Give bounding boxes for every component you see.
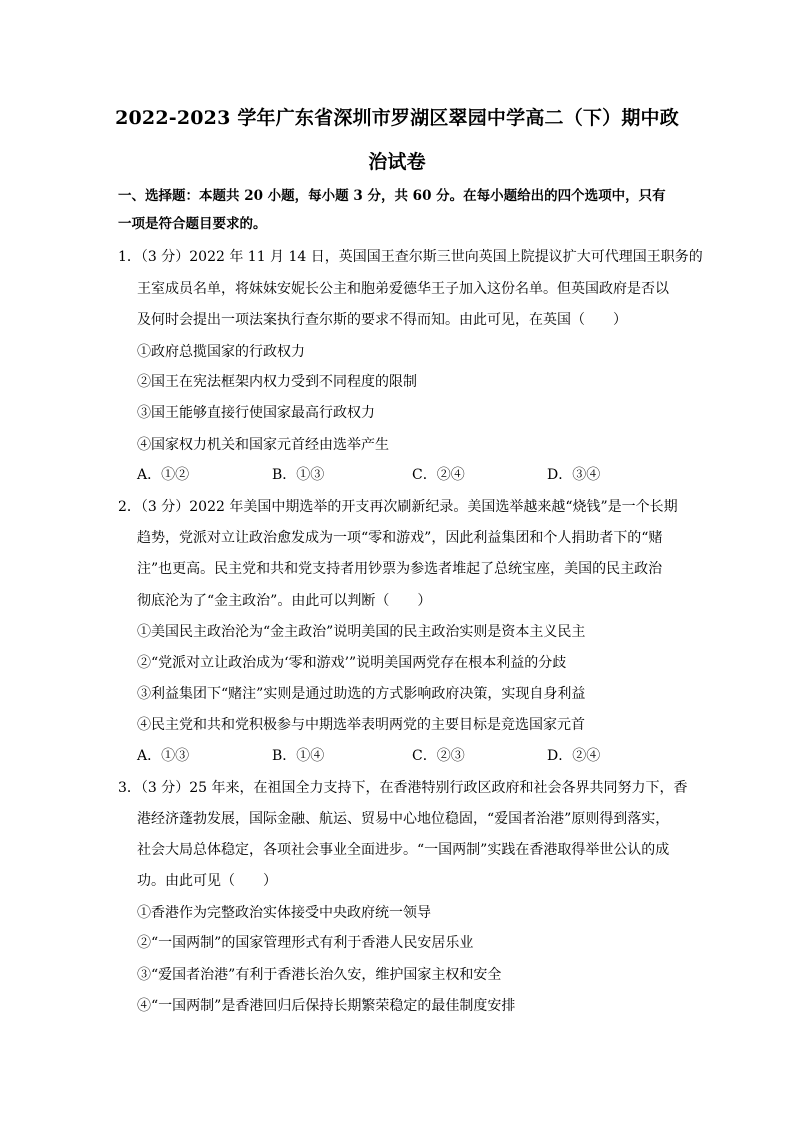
choice-c: C．②③ xyxy=(412,748,465,764)
question-1-stem-line: 及何时会提出一项法案执行查尔斯的要求不得而知。由此可见，在英国（ ） xyxy=(137,312,627,328)
question-3-option: ④“一国两制”是香港回归后保持长期繁荣稳定的最佳制度安排 xyxy=(137,998,516,1014)
question-2-option: ③利益集团下“赌注”实则是通过助选的方式影响政府决策，实现自身利益 xyxy=(137,686,586,702)
question-2-stem-line: 趋势，党派对立让政治愈发成为一项“零和游戏”，因此利益集团和个人捐助者下的“赌 xyxy=(137,530,663,546)
question-1-choices xyxy=(137,464,697,486)
choice-c: C．②④ xyxy=(412,467,465,483)
question-1-stem-line: 王室成员名单，将妹妹安妮长公主和胞弟爱德华王子加入这份名单。但英国政府是否以 xyxy=(137,281,669,297)
question-2-option: ①美国民主政治沦为“金主政治”说明美国的民主政治实则是资本主义民主 xyxy=(137,624,586,640)
question-2-option: ②“党派对立让政治成为‘零和游戏’”说明美国两党存在根本利益的分歧 xyxy=(137,655,567,671)
question-3-option: ③“爱国者治港”有利于香港长治久安，维护国家主权和安全 xyxy=(137,967,502,983)
question-2-choices xyxy=(137,745,697,767)
choice-a: A．①② xyxy=(137,467,190,483)
question-3-stem-line: 社会大局总体稳定，各项社会事业全面进步。“一国两制”实践在香港取得举世公认的成 xyxy=(137,842,670,858)
question-3-option: ①香港作为完整政治实体接受中央政府统一领导 xyxy=(137,905,431,921)
page-title-continued: 治试卷 xyxy=(368,151,426,173)
choice-b: B．①③ xyxy=(272,467,325,483)
question-1-option: ④国家权力机关和国家元首经由选举产生 xyxy=(137,437,389,453)
choice-d: D．②④ xyxy=(547,748,601,764)
choice-d: D．③④ xyxy=(547,467,601,483)
question-1-option: ③国王能够直接行使国家最高行政权力 xyxy=(137,405,375,421)
page-title: 2022-2023 学年广东省深圳市罗湖区翠园中学高二（下）期中政 xyxy=(115,107,679,129)
question-3-stem-line: 港经济蓬勃发展，国际金融、航运、贸易中心地位稳固，“爱国者治港”原则得到落实， xyxy=(137,811,670,827)
question-3-stem: 3．（3 分）25 年来，在祖国全力支持下，在香港特别行政区政府和社会各界共同努力下，香 xyxy=(118,780,688,796)
section-instructions: 一、选择题：本题共 20 小题，每小题 3 分，共 60 分。在每小题给出的四个选项中，只有 xyxy=(118,188,666,204)
question-2-option: ④民主党和共和党积极参与中期选举表明两党的主要目标是竞选国家元首 xyxy=(137,717,585,733)
question-2-stem: 2．（3 分）2022 年美国中期选举的开支再次刷新纪录。美国选举越来越“烧钱”是一个长期 xyxy=(118,499,678,515)
question-1-option: ②国王在宪法框架内权力受到不同程度的限制 xyxy=(137,374,417,390)
choice-a: A．①③ xyxy=(137,748,190,764)
section-instructions-continued: 一项是符合题目要求的。 xyxy=(118,216,267,232)
question-2-stem-line: 彻底沦为了“金主政治”。由此可以判断（ ） xyxy=(137,593,432,609)
choice-b: B．①④ xyxy=(272,748,325,764)
question-3-stem-line: 功。由此可见（ ） xyxy=(137,873,277,889)
question-1-option: ①政府总揽国家的行政权力 xyxy=(137,344,305,360)
question-3-option: ②“一国两制”的国家管理形式有利于香港人民安居乐业 xyxy=(137,935,474,951)
question-1-stem: 1．（3 分）2022 年 11 月 14 日，英国国王查尔斯三世向英国上院提议扩大可代理国王职务的 xyxy=(118,249,703,265)
question-2-stem-line: 注”也更高。民主党和共和党支持者用钞票为参选者堆起了总统宝座，美国的民主政治 xyxy=(137,561,663,577)
